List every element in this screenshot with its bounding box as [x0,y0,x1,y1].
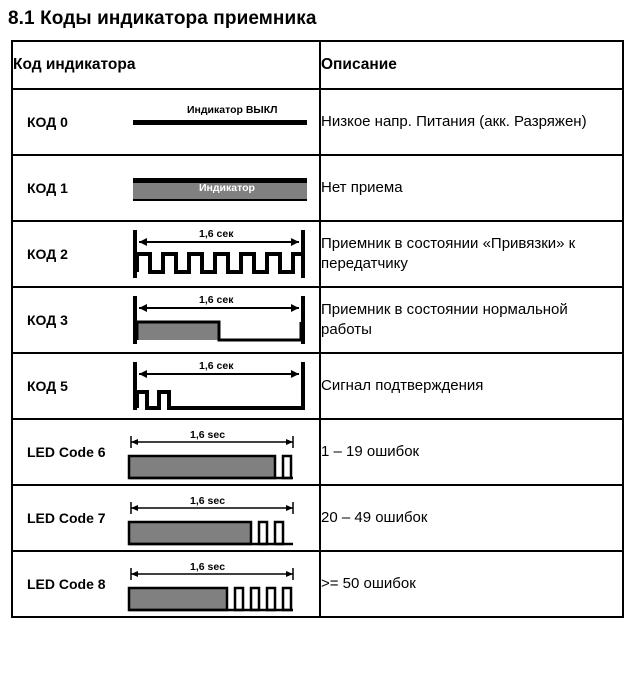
code-label: LED Code 7 [27,510,106,526]
code-label: КОД 1 [27,180,68,196]
code-cell-7 [12,485,320,551]
waveform-code-5 [125,354,313,418]
waveform-caption: 1,6 сек [199,360,234,372]
code-cell-8 [12,551,320,617]
description-cell: Приемник в состоянии нормальной работы [320,287,623,353]
waveform-caption: 1,6 сек [199,228,234,240]
code-cell-2 [12,221,320,287]
waveform-code-7 [117,486,313,550]
code-label: КОД 2 [27,246,68,262]
waveform-code-3 [125,288,313,352]
code-label: КОД 5 [27,378,68,394]
code-cell-0 [12,89,320,155]
table-row [12,419,623,485]
table-row [12,287,623,353]
waveform-caption: 1,6 sec [187,429,228,441]
waveform-caption: 1,6 sec [187,495,228,507]
table-row [12,485,623,551]
description-cell: Приемник в состоянии «Привязки» к передатчику [320,221,623,287]
table-row [12,353,623,419]
table-row [12,551,623,617]
code-label: LED Code 6 [27,444,106,460]
description-cell: 20 – 49 ошибок [320,485,623,551]
table-row [12,89,623,155]
page-title: 8.1 Коды индикатора приемника [8,8,317,29]
description-cell: Сигнал подтверждения [320,353,623,419]
waveform-caption: Индикатор ВЫКЛ [187,104,278,116]
code-cell-6 [12,419,320,485]
table-header-row [12,41,623,89]
description-cell: Нет приема [320,155,623,221]
code-label: КОД 3 [27,312,68,328]
waveform-code-2 [125,222,313,286]
waveform-code-8 [117,552,313,616]
code-cell-5 [12,353,320,419]
waveform-code-1 [125,156,313,220]
description-cell: 1 – 19 ошибок [320,419,623,485]
table-row [12,221,623,287]
waveform-svg [125,90,315,154]
description-cell: Низкое напр. Питания (акк. Разряжен) [320,89,623,155]
waveform-code-0 [125,90,313,154]
code-cell-1 [12,155,320,221]
table-row [12,155,623,221]
column-header-code: Код индикатора [12,41,320,89]
column-header-description: Описание [320,41,623,89]
waveform-code-6 [117,420,313,484]
waveform-caption: Индикатор [199,182,255,194]
code-label: LED Code 8 [27,576,106,592]
code-label: КОД 0 [27,114,68,130]
waveform-caption: 1,6 sec [187,561,228,573]
waveform-caption: 1,6 сек [199,294,234,306]
description-cell: >= 50 ошибок [320,551,623,617]
code-cell-3 [12,287,320,353]
led-codes-table [11,40,624,618]
